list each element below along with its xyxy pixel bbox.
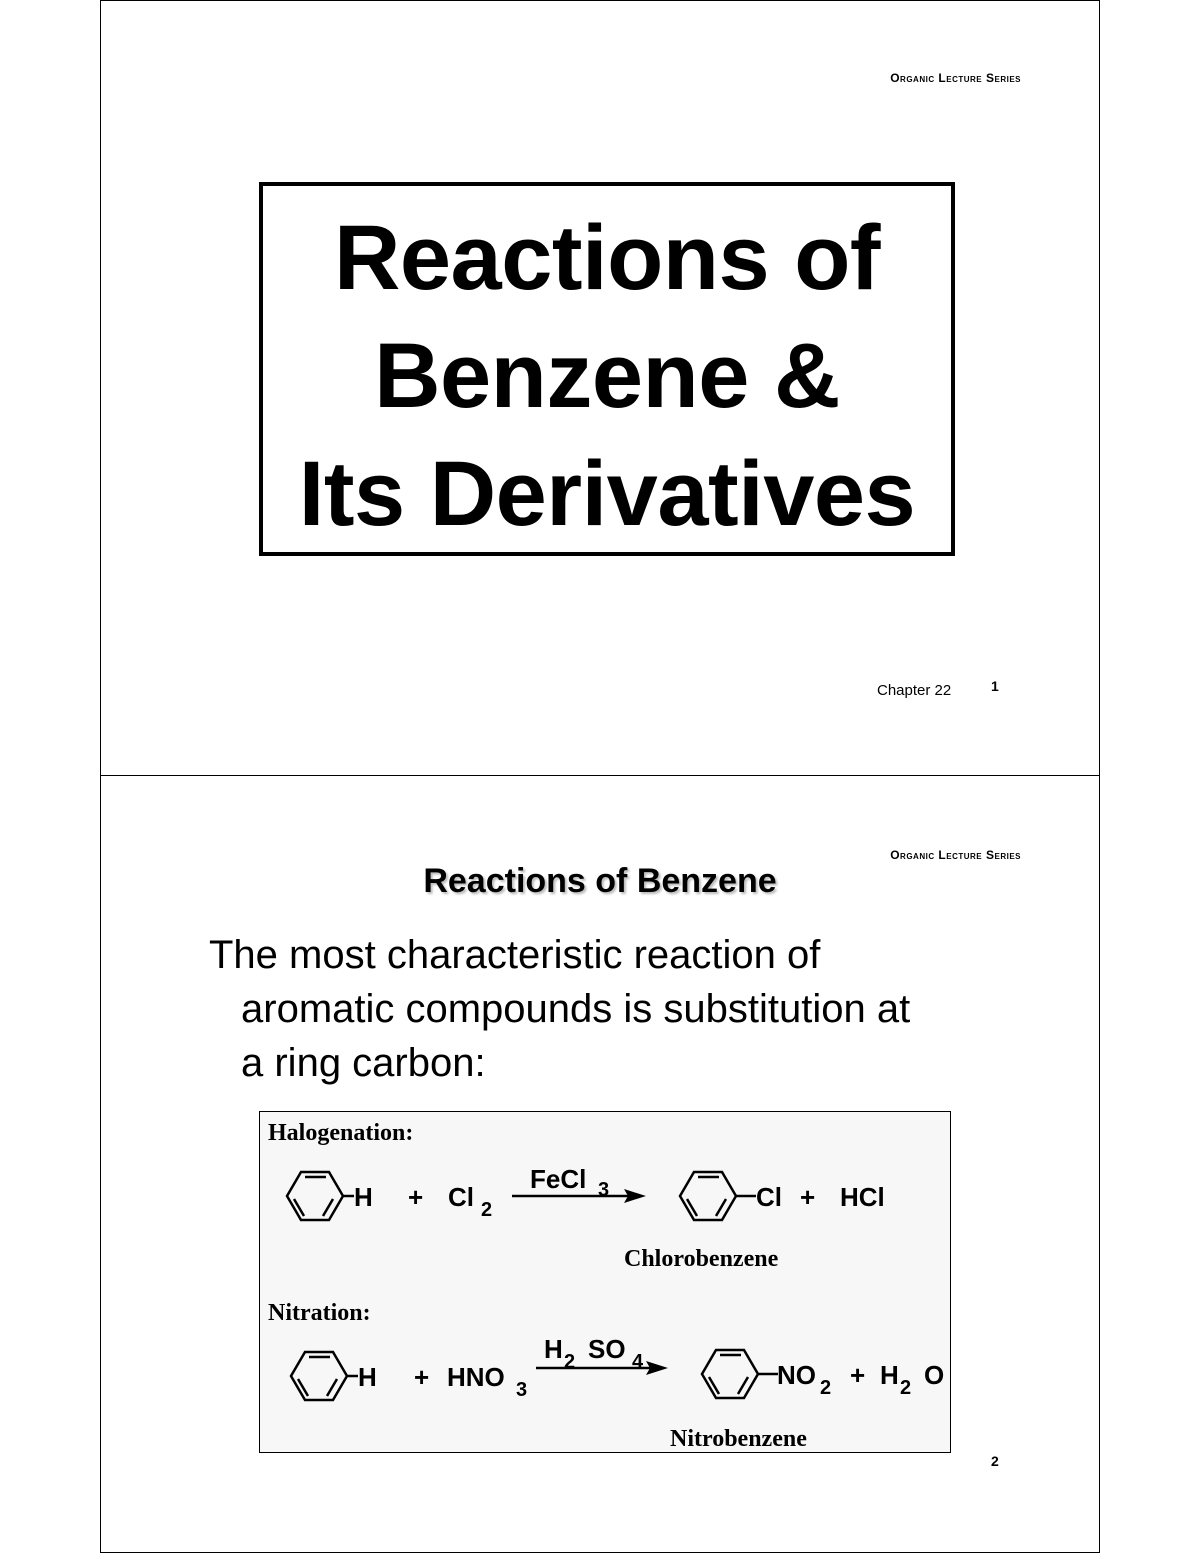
lecture-series-label: Organic Lecture Series xyxy=(890,71,1021,85)
catalyst-so: SO xyxy=(588,1334,626,1364)
nitro-substituent: NO xyxy=(777,1360,816,1390)
slide-1 xyxy=(100,0,1100,776)
lecture-series-label: Organic Lecture Series xyxy=(890,848,1021,862)
chlorobenzene-label: Chlorobenzene xyxy=(624,1246,779,1272)
body-line-2: aromatic compounds is substitution at xyxy=(241,987,911,1031)
catalyst-fecl: FeCl xyxy=(530,1164,587,1194)
chlorine-subscript: 2 xyxy=(481,1199,493,1221)
title-line-3: Its Derivatives xyxy=(298,443,916,545)
body-line-3: a ring carbon: xyxy=(241,1041,486,1085)
hydrogen-label: H xyxy=(358,1362,377,1392)
chapter-label: Chapter 22 xyxy=(877,682,952,699)
catalyst-subscript: 3 xyxy=(598,1179,610,1201)
catalyst-h-subscript: 2 xyxy=(564,1351,576,1373)
water-o: O xyxy=(924,1360,945,1390)
benzene-ring-icon xyxy=(680,1172,736,1220)
slide-title: Reactions of Benzene xyxy=(423,862,777,900)
title-line-1: Reactions of xyxy=(333,207,881,309)
reaction-diagram-box xyxy=(259,1111,951,1453)
plus-sign: + xyxy=(850,1360,866,1390)
hcl-byproduct: HCl xyxy=(840,1182,885,1212)
chlorine-reagent: Cl xyxy=(448,1182,474,1212)
title-box xyxy=(259,182,955,556)
catalyst-h: H xyxy=(544,1334,563,1364)
water-h: H xyxy=(880,1360,899,1390)
nitration-heading: Nitration: xyxy=(268,1300,371,1326)
plus-sign: + xyxy=(408,1182,424,1212)
title-line-2: Benzene & xyxy=(374,325,840,427)
slide-number: 2 xyxy=(991,1453,999,1469)
chloro-substituent: Cl xyxy=(756,1182,782,1212)
plus-sign: + xyxy=(800,1182,816,1212)
body-text xyxy=(209,928,910,1090)
body-line-1: The most characteristic reaction of xyxy=(209,933,821,977)
slide-number: 1 xyxy=(991,678,999,694)
reaction-diagram xyxy=(260,1112,950,1452)
nitrobenzene-label: Nitrobenzene xyxy=(670,1426,807,1452)
benzene-ring-icon xyxy=(702,1350,758,1398)
benzene-ring-icon xyxy=(287,1172,343,1220)
nitric-acid-reagent: HNO xyxy=(447,1362,505,1392)
plus-sign: + xyxy=(414,1362,430,1392)
slide-2 xyxy=(100,775,1100,1553)
water-h-subscript: 2 xyxy=(900,1377,912,1399)
catalyst-so-subscript: 4 xyxy=(632,1351,644,1373)
hydrogen-label: H xyxy=(354,1182,373,1212)
halogenation-heading: Halogenation: xyxy=(268,1120,414,1146)
benzene-ring-icon xyxy=(291,1352,347,1400)
nitro-subscript: 2 xyxy=(820,1377,832,1399)
nitric-acid-subscript: 3 xyxy=(516,1379,528,1401)
